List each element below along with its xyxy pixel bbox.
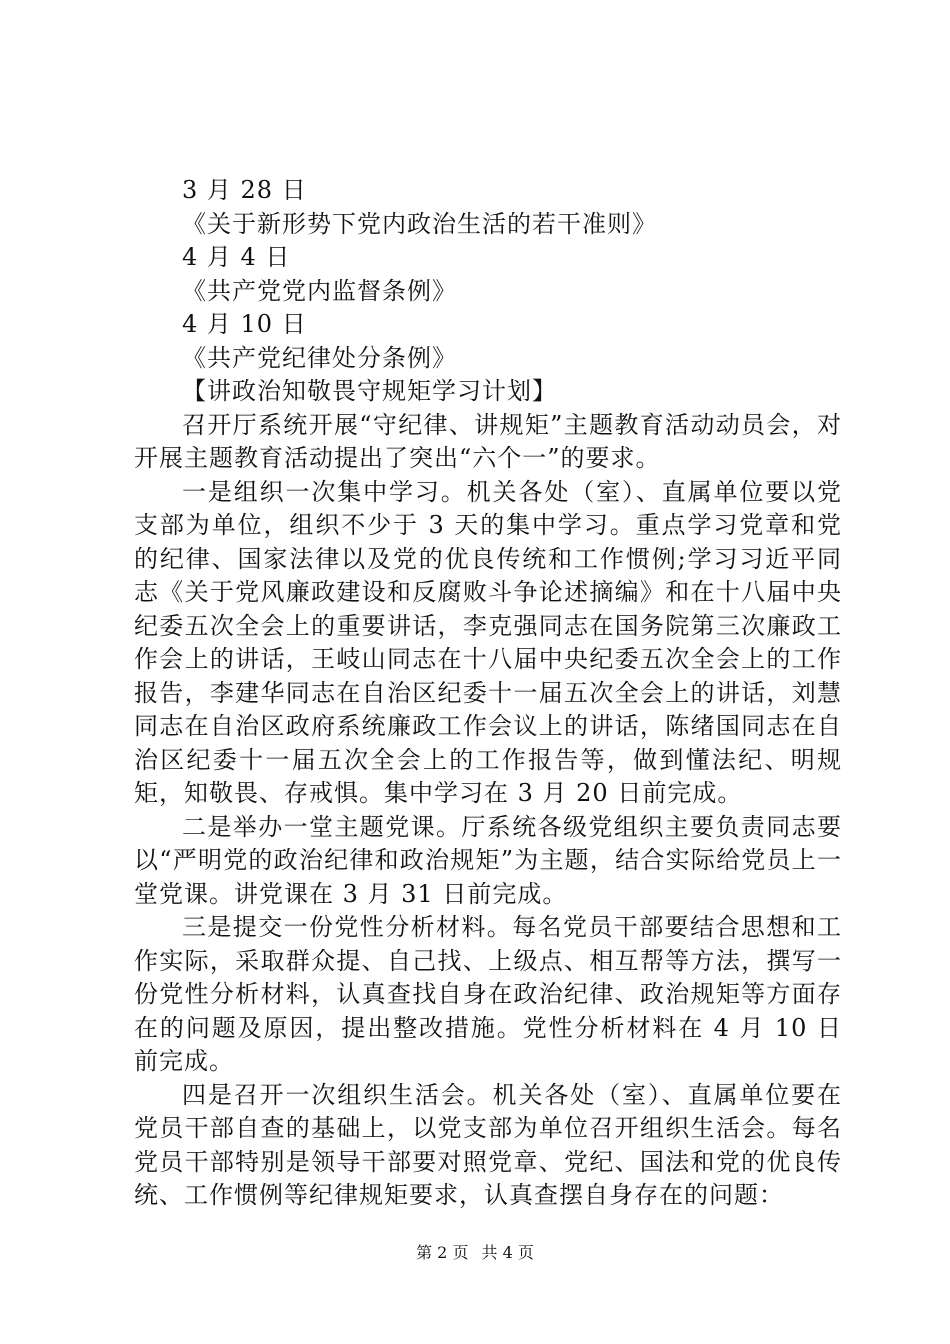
paragraph-item-4: 四是召开一次组织生活会。机关各处（室）、直属单位要在党员干部自查的基础上，以党支部为单位召开组织生活会。每名党员干部特别是领导干部要对照党章、党纪、国法和党的优良传统、工作惯例等纪律规矩要求，认真查摆自身存在的问题： — [134, 1080, 842, 1209]
schedule-title-3: 《共产党纪律处分条例》 — [182, 343, 457, 372]
schedule-date-2: 4 月 4 日 — [182, 243, 291, 271]
schedule-title-2: 《共产党党内监督条例》 — [182, 276, 457, 305]
schedule-title-1: 《关于新形势下党内政治生活的若干准则》 — [182, 209, 657, 238]
document-body — [134, 174, 842, 1213]
page-footer — [0, 1243, 950, 1263]
schedule-date-1: 3 月 28 日 — [182, 176, 307, 204]
paragraph-item-1: 一是组织一次集中学习。机关各处（室）、直属单位要以党支部为单位，组织不少于 3 天的集中学习。重点学习党章和党的纪律、国家法律以及党的优良传统和工作惯例;学习习近平同志《关于党风廉政建设和反腐败斗争论述摘编》和在十八届中央纪委五次全会上的重要讲话，李克强同志在国务院第三次廉政工作会上的讲话，王岐山同志在十八届中央纪委五次全会上的工作报告，李建华同志在自治区纪委十一届五次全会上的讲话，刘慧同志在自治区政府系统廉政工作会议上的讲话，陈绪国同志在自治区纪委十一届五次全会上的工作报告等，做到懂法纪、明规矩，知敬畏、存戒惧。集中学习在 3 月 20 日前完成。 — [134, 477, 842, 807]
schedule-date-3: 4 月 10 日 — [182, 310, 307, 338]
paragraph-item-3: 三是提交一份党性分析材料。每名党员干部要结合思想和工作实际，采取群众提、自己找、上级点、相互帮等方法，撰写一份党性分析材料，认真查找自身在政治纪律、政治规矩等方面存在的问题及原因，提出整改措施。党性分析材料在 4 月 10 日前完成。 — [134, 913, 842, 1075]
page-total: 共 4 页 — [481, 1243, 534, 1262]
paragraph-item-2: 二是举办一堂主题党课。厅系统各级党组织主要负责同志要以“严明党的政治纪律和政治规矩”为主题，结合实际给党员上一堂党课。讲党课在 3 月 31 日前完成。 — [134, 812, 842, 908]
page-number: 第 2 页 — [416, 1243, 469, 1262]
paragraph-intro: 召开厅系统开展“守纪律、讲规矩”主题教育活动动员会，对开展主题教育活动提出了突出“六个一”的要求。 — [134, 410, 842, 472]
section-heading: 【讲政治知敬畏守规矩学习计划】 — [182, 377, 557, 405]
